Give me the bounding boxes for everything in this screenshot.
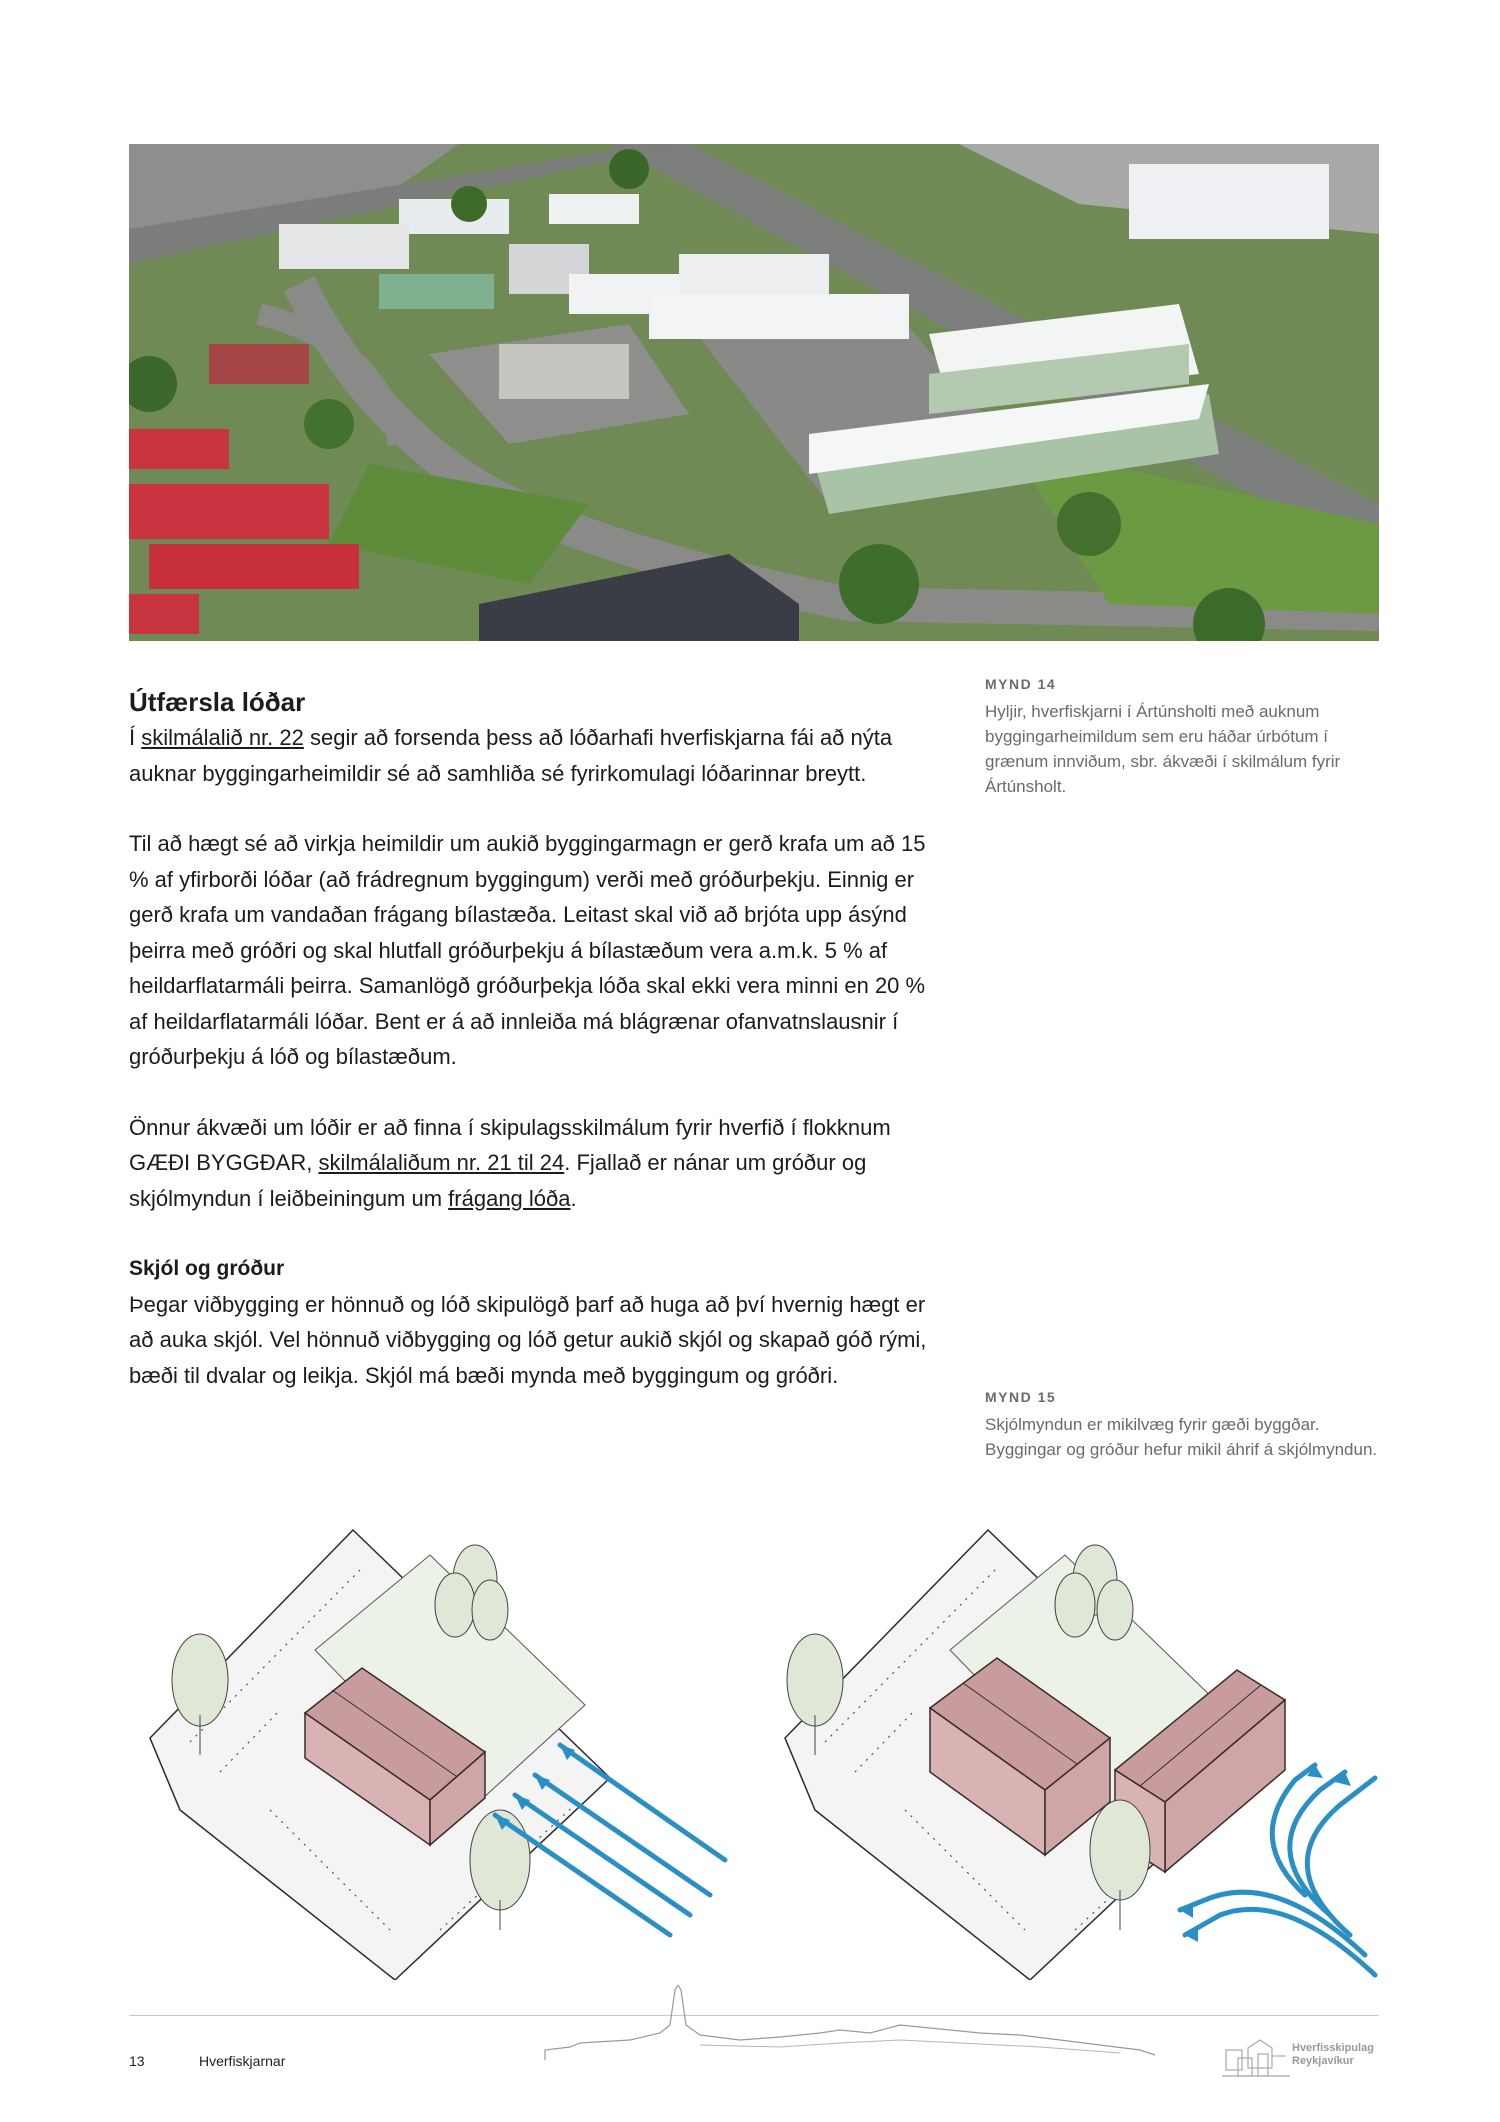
paragraph-1 — [129, 720, 949, 791]
link-skilmalalid-22[interactable]: skilmálalið nr. 22 — [141, 725, 304, 750]
logo-line-2: Reykjavíkur — [1292, 2055, 1354, 2067]
figure-15-label: MYND 15 — [985, 1389, 1057, 1405]
paragraph-4: Þegar viðbygging er hönnuð og lóð skipulögð þarf að huga að því hvernig hægt er að auka skjól. Vel hönnuð viðbygging og lóð getur aukið skjól og skapað góð rými, bæði til dvalar og leikja. Skjól má bæði mynda með byggingum og gróðri. — [129, 1291, 927, 1388]
tree-icon — [470, 1810, 530, 1930]
logo-line-1: Hverfisskipulag — [1292, 2042, 1374, 2054]
logo-wordmark — [1292, 2042, 1374, 2068]
section-heading: Útfærsla lóðar — [129, 687, 306, 717]
paragraph-1-part-1: Í — [129, 725, 142, 750]
skyline-illustration — [540, 1985, 1160, 2065]
paragraph-3-part-1: Önnur ákvæði um lóðir er að finna í skipulagsskilmálum fyrir hverfið í flokknum GÆÐI BYGGÐAR, — [129, 1114, 891, 1175]
paragraph-3-part-2: . Fjallað er nánar um gróður og skjólmyndun í leiðbeiningum um — [129, 1150, 867, 1211]
subheading: Skjól og gróður — [129, 1257, 285, 1280]
paragraph-3 — [129, 1110, 949, 1217]
figure-15-caption — [985, 1385, 1385, 1462]
figure-14-caption — [985, 672, 1385, 799]
figure-14-label: MYND 14 — [985, 676, 1057, 692]
link-fragang-loda[interactable]: frágang lóða — [448, 1185, 571, 1211]
main-text-column — [129, 680, 949, 1393]
figure-15-text: Skjólmyndun er mikilvæg fyrir gæði byggðar. Byggingar og gróður hefur mikil áhrif á skjólmyndun. — [985, 1415, 1378, 1459]
link-skilmalalidum-21-24[interactable]: skilmálaliðum nr. 21 til 24 — [318, 1150, 565, 1175]
paragraph-1-part-2: segir að forsenda þess að lóðarhafi hverfiskjarna fái að nýta auknar byggingarheimildir sé að samhliða sé fyrirkomulagi lóðarinnar breytt. — [129, 725, 893, 786]
aerial-photo — [129, 144, 1379, 641]
paragraph-3-part-3: . — [570, 1185, 577, 1211]
figure-14-text: Hyljir, hverfiskjarni í Ártúnsholti með auknum byggingarheimildum sem eru háðar úrbótum í grænum innviðum, sbr. ákvæði í skilmálum fyrir Ártúnsholt. — [985, 702, 1341, 796]
section-name: Hverfiskjarnar — [199, 2053, 286, 2069]
aerial-photo-illustration — [129, 144, 1379, 641]
shelter-diagram-before — [140, 1510, 740, 1980]
paragraph-2: Til að hægt sé að virkja heimildir um aukið byggingarmagn er gerð krafa um að 15 % af yfirborði lóðar (að frádregnum byggingum) verði með gróðurþekju. Einnig er gerð krafa um vandaðan frágang bílastæða. Leitast skal við að brjóta upp ásýnd þeirra með gróðri og skal hlutfall gróðurþekju á bílastæðum vera a.m.k. 5 % af heildarflatarmáli þeirra. Samanlögð gróðurþekja lóða skal ekki vera minni en 20 % af heildarflatarmáli lóðar. Bent er á að innleiða má blágrænar ofanvatnslausnir í gróðurþekju á lóð og bílastæðum. — [129, 831, 926, 1069]
shelter-diagram-after — [775, 1510, 1385, 1980]
hverfisskipulag-logo-icon — [1222, 2036, 1290, 2080]
page-number: 13 — [129, 2053, 145, 2069]
